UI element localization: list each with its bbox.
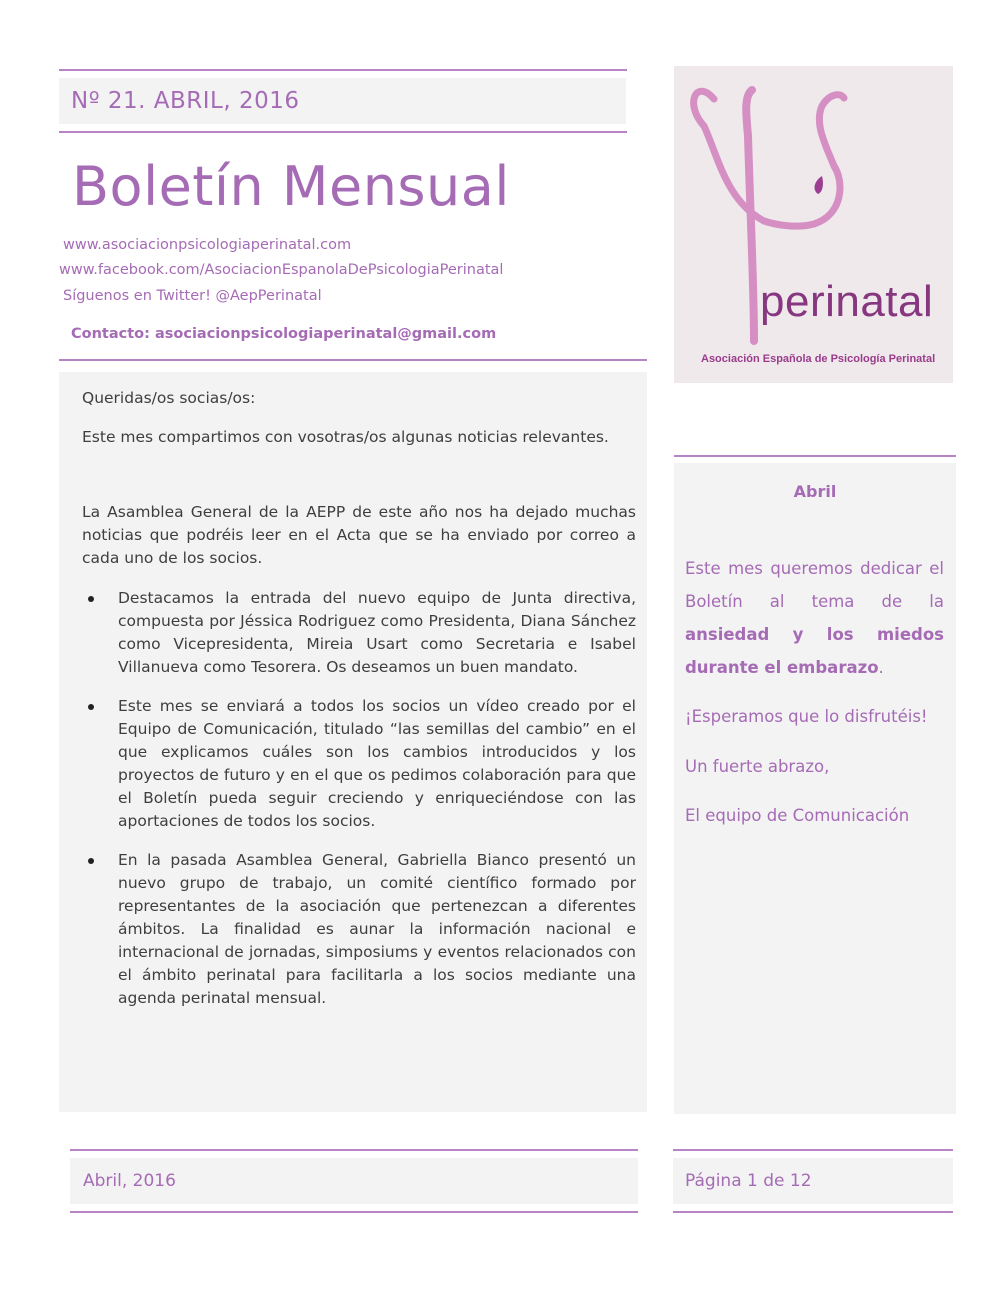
- footer-top-rule-left: [70, 1149, 638, 1151]
- list-item: Destacamos la entrada del nuevo equipo de Junta directiva, compuesta por Jéssica Rodriguez como Presidenta, Diana Sánchez como Vicepresidenta, Mireia Usart como Secretaria e Isabel Villanueva como Tesorera. Os deseamos un buen mandato.: [82, 587, 636, 679]
- twitter-link[interactable]: Síguenos en Twitter! @AepPerinatal: [63, 288, 322, 304]
- footer-bottom-rule-left: [70, 1211, 638, 1213]
- bullet-icon: [88, 704, 94, 710]
- assembly-paragraph: La Asamblea General de la AEPP de este año nos ha dejado muchas noticias que podréis leer en el Acta que se ha enviado por correo a cada uno de los socios.: [82, 503, 636, 567]
- bullet-icon: [88, 596, 94, 602]
- newsletter-title: Boletín Mensual: [72, 155, 510, 218]
- facebook-link[interactable]: www.facebook.com/AsociacionEspanolaDePsicologiaPerinatal: [59, 262, 504, 278]
- greeting: Queridas/os socias/os:: [82, 389, 256, 407]
- news-list: [82, 587, 636, 1026]
- list-item: En la pasada Asamblea General, Gabriella Bianco presentó un nuevo grupo de trabajo, un comité científico formado por representantes de la asociación que pertenezcan a diferentes ámbitos. La finalidad es aunar la información nacional e internacional de jornadas, simposiums y eventos relacionados con el ámbito perinatal para facilitarla a los socios mediante una agenda perinatal mensual.: [82, 849, 636, 1010]
- header-divider: [59, 359, 647, 361]
- logo-wordmark: perinatal: [760, 277, 934, 326]
- issue-label: Nº 21. ABRIL, 2016: [71, 88, 300, 114]
- contact-email[interactable]: Contacto: asociacionpsicologiaperinatal@gmail.com: [71, 326, 497, 342]
- sidebar-dedication: Este mes queremos dedicar el Boletín al tema de la ansiedad y los miedos durante el embarazo.: [685, 559, 944, 677]
- footer-date: Abril, 2016: [83, 1171, 176, 1191]
- list-item: Este mes se enviará a todos los socios un vídeo creado por el Equipo de Comunicación, titulado “las semillas del cambio” en el que explicamos cuáles son los cambios introducidos y los proyectos de futuro y en el que os pedimos colaboración para que el Boletín pueda seguir creciendo y enriqueciéndose con las aportaciones de todos los socios.: [82, 695, 636, 833]
- sidebar-hug: Un fuerte abrazo,: [685, 757, 830, 776]
- sidebar-signature: El equipo de Comunicación: [685, 806, 910, 825]
- header-bottom-rule: [59, 131, 627, 133]
- bullet-icon: [88, 858, 94, 864]
- dedication-topic: ansiedad y los miedos durante el embarazo: [685, 625, 944, 677]
- intro-text: Este mes compartimos con vosotras/os algunas noticias relevantes.: [82, 428, 609, 446]
- logo-subtitle: Asociación Española de Psicología Perinatal: [701, 353, 936, 365]
- sidebar-enjoy: ¡Esperamos que lo disfrutéis!: [685, 707, 928, 726]
- sidebar-heading: Abril: [793, 482, 837, 501]
- page-number: Página 1 de 12: [685, 1171, 812, 1191]
- footer-bottom-rule-right: [673, 1211, 953, 1213]
- sidebar-top-rule: [674, 455, 956, 457]
- website-link[interactable]: www.asociacionpsicologiaperinatal.com: [63, 237, 352, 253]
- psi-symbol-icon: [674, 66, 953, 383]
- header-top-rule: [59, 69, 627, 71]
- footer-top-rule-right: [673, 1149, 953, 1151]
